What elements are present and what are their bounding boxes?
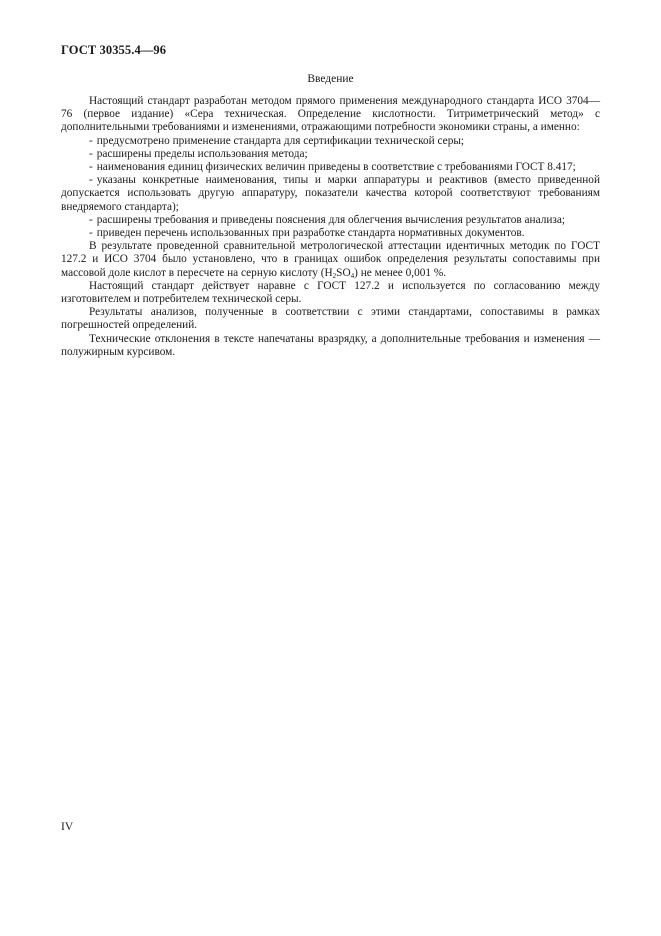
formula-so: SO: [336, 266, 351, 279]
section-title: Введение: [307, 73, 354, 85]
list-item-text: предусмотрено применение стандарта для сертификации технической серы;: [96, 134, 465, 147]
list-item-text: расширены требования и приведены пояснения для облегчения вычисления результатов анализа;: [96, 213, 566, 226]
list-dash: -: [89, 161, 93, 174]
list-dash: -: [89, 134, 93, 147]
intro-paragraph-2: [61, 240, 600, 280]
list-item-text: приведен перечень использованных при разработке стандарта нормативных документов.: [96, 227, 525, 240]
intro-paragraph-3: Настоящий стандарт действует наравне с ГОСТ 127.2 и используется по согласованию между изготовителем и потребителем технической серы.: [61, 279, 600, 306]
formula-subscript-4: 4: [350, 271, 355, 280]
page-number: IV: [61, 821, 74, 833]
formula-subscript-2: 2: [332, 271, 337, 280]
list-item: [61, 148, 600, 161]
document-code: ГОСТ 30355.4—96: [61, 43, 167, 57]
introduction-body: [61, 95, 600, 359]
list-item: [61, 135, 600, 148]
list-item: [61, 214, 600, 227]
intro-paragraph-1: Настоящий стандарт разработан методом прямого применения международного стандарта ИСО 3704—76 (первое издание) «Сера техническая. Определение кислотности. Титриметрический метод» с дополнительными требованиями и изменениями, отражающими потребности экономики страны, а именно:: [61, 95, 600, 134]
list-item: [61, 174, 600, 214]
list-dash: -: [89, 174, 93, 187]
list-item: [61, 227, 600, 240]
paragraph-2-end: ) не менее 0,001 %.: [354, 266, 447, 279]
list-dash: -: [89, 227, 93, 240]
paragraph-2-start: В результате проведенной сравнительной метрологической аттестации идентичных методик по ГОСТ 127.2 и ИСО 3704 было установлено, что в границах ошибок определения результаты сопоставимы при массовой доле кислот в пересчете на серную кислоту (H: [61, 240, 600, 279]
list-dash: -: [89, 213, 93, 226]
list-item-text: наименования единиц физических величин приведены в соответствие с требованиями ГОСТ 8.417;: [96, 161, 576, 174]
list-item: [61, 161, 600, 174]
list-dash: -: [89, 147, 93, 160]
changes-list: [61, 135, 600, 241]
intro-paragraph-5: Технические отклонения в тексте напечатаны вразрядку, а дополнительные требования и изменения — полужирным курсивом.: [61, 332, 600, 358]
intro-paragraph-4: Результаты анализов, полученные в соответствии с этими стандартами, сопоставимы в рамках погрешностей определений.: [61, 306, 600, 332]
list-item-text: расширены пределы использования метода;: [96, 147, 308, 160]
list-item-text: указаны конкретные наименования, типы и марки аппаратуры и реактивов (вместо приведенной допускается использовать другую аппаратуру, показатели качества которой соответствуют требованиям внедряемого стандарта);: [61, 174, 600, 213]
